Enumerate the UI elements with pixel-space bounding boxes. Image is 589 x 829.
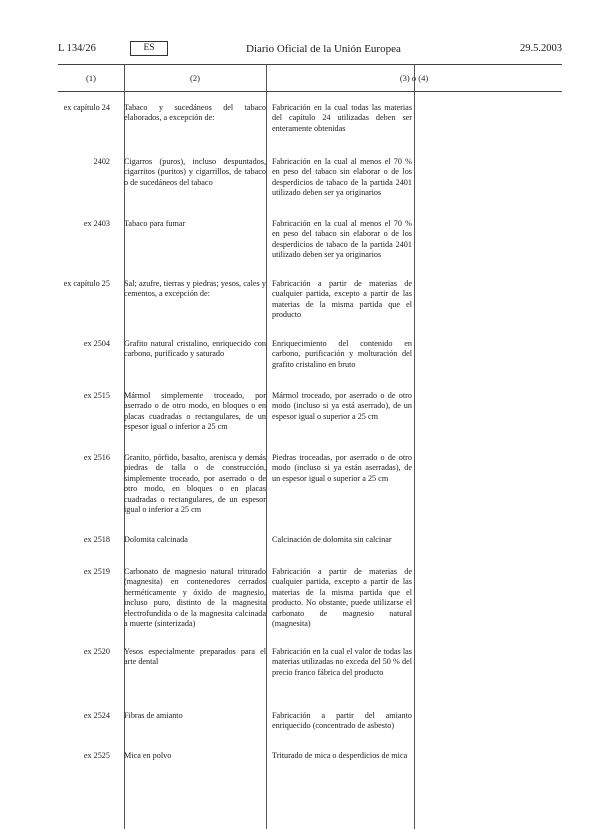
product-description: Grafito natural cristalino, enriquecido con carbono, purificado y saturado [124,339,266,359]
origin-rule: Fabricación a partir del amianto enriquecido (concentrado de asbesto) [272,711,412,731]
product-description: Mármol simplemente troceado, por aserrado o de otro modo, en bloques o en placas cuadradas o rectangulares, de un espesor igual o inferior a 25 cm [124,391,266,432]
tariff-code: ex 2519 [83,567,110,576]
page-reference: L 134/26 [58,43,96,54]
column-header-3-4: (3) o (4) [266,65,562,92]
tariff-code: ex 2525 [83,751,110,760]
tariff-code: ex 2504 [83,339,110,348]
column-header-1: (1) [58,65,124,92]
product-description: Yesos especialmente preparados para el arte dental [124,647,266,667]
product-description: Fibras de amianto [124,711,183,720]
tariff-code: ex 2520 [83,647,110,656]
origin-rule: Fabricación a partir de materias de cualquier partida, excepto a partir de las materias de la misma partida que el producto. No obstante, puede utilizarse el carbonato de magnesio natural (magnesita) [272,567,412,629]
origin-rule: Mármol troceado, por aserrado o de otro modo (incluso si ya está aserrado), de un espesor igual o superior a 25 cm [272,391,412,421]
column-header-2: (2) [124,65,266,92]
origin-rule: Fabricación en la cual todas las materias del capítulo 24 utilizadas deben ser enteramente obtenidas [272,103,412,133]
tariff-code: ex capítulo 25 [63,279,110,288]
product-description: Tabaco para fumar [124,219,186,228]
product-description: Cigarros (puros), incluso despuntados, cigarritos (puritos) y cigarrillos, de tabaco o de sucedáneos del tabaco [124,157,266,187]
product-description: Sal; azufre, tierras y piedras; yesos, cales y cementos, a excepción de: [124,279,266,299]
origin-rule: Fabricación en la cual al menos el 70 % en peso del tabaco sin elaborar o de los desperdicios de tabaco de la partida 2401 utilizado deben ser ya originarios [272,219,412,260]
origin-rule: Piedras troceadas, por aserrado o de otro modo (incluso si ya están aserradas), de un espesor igual o superior a 25 cm [272,453,412,483]
publication-date: 29.5.2003 [520,43,562,54]
tariff-code: ex capítulo 24 [63,103,110,112]
rules-table [58,64,562,829]
language-badge: ES [130,41,168,56]
product-description: Granito, pórfido, basalto, arenisca y demás piedras de talla o de construcción, simplemente troceado, por aserrado o de otro modo, en bloques o en placas cuadradas o rectangulares, de un espesor igual o inferior a 25 cm [124,453,266,515]
tariff-code: ex 2515 [83,391,110,400]
product-description: Dolomita calcinada [124,535,188,544]
tariff-code: 2402 [93,157,110,166]
tariff-code: ex 2518 [83,535,110,544]
origin-rule: Enriquecimiento del contenido en carbono, purificación y molturación del grafito cristalino en bruto [272,339,412,369]
tariff-code: ex 2403 [83,219,110,228]
origin-rule: Calcinación de dolomita sin calcinar [272,535,392,544]
product-description: Tabaco y sucedáneos del tabaco elaborados, a excepción de: [124,103,266,123]
origin-rule: Fabricación en la cual al menos el 70 % en peso del tabaco sin elaborar o de los desperdicios de tabaco de la partida 2401 utilizado deben ser ya originarios [272,157,412,198]
journal-title: Diario Oficial de la Unión Europea [246,43,401,55]
page-header [58,42,562,56]
tariff-code: ex 2524 [83,711,110,720]
tariff-code: ex 2516 [83,453,110,462]
origin-rule: Fabricación a partir de materias de cualquier partida, excepto a partir de las materias de la misma partida que el producto [272,279,412,320]
origin-rule: Triturado de mica o desperdicios de mica [272,751,408,760]
origin-rule: Fabricación en la cual el valor de todas las materias utilizadas no exceda del 50 % del precio franco fábrica del producto [272,647,412,677]
column-divider [266,65,267,829]
product-description: Carbonato de magnesio natural triturado (magnesita) en contenedores cerrados herméticamente y óxido de magnesio, incluso puro, distinto de la magnesita electrofundida o de la magnesita calcinada a muerte (sinterizada) [124,567,266,629]
product-description: Mica en polvo [124,751,172,760]
column-divider [414,65,415,829]
